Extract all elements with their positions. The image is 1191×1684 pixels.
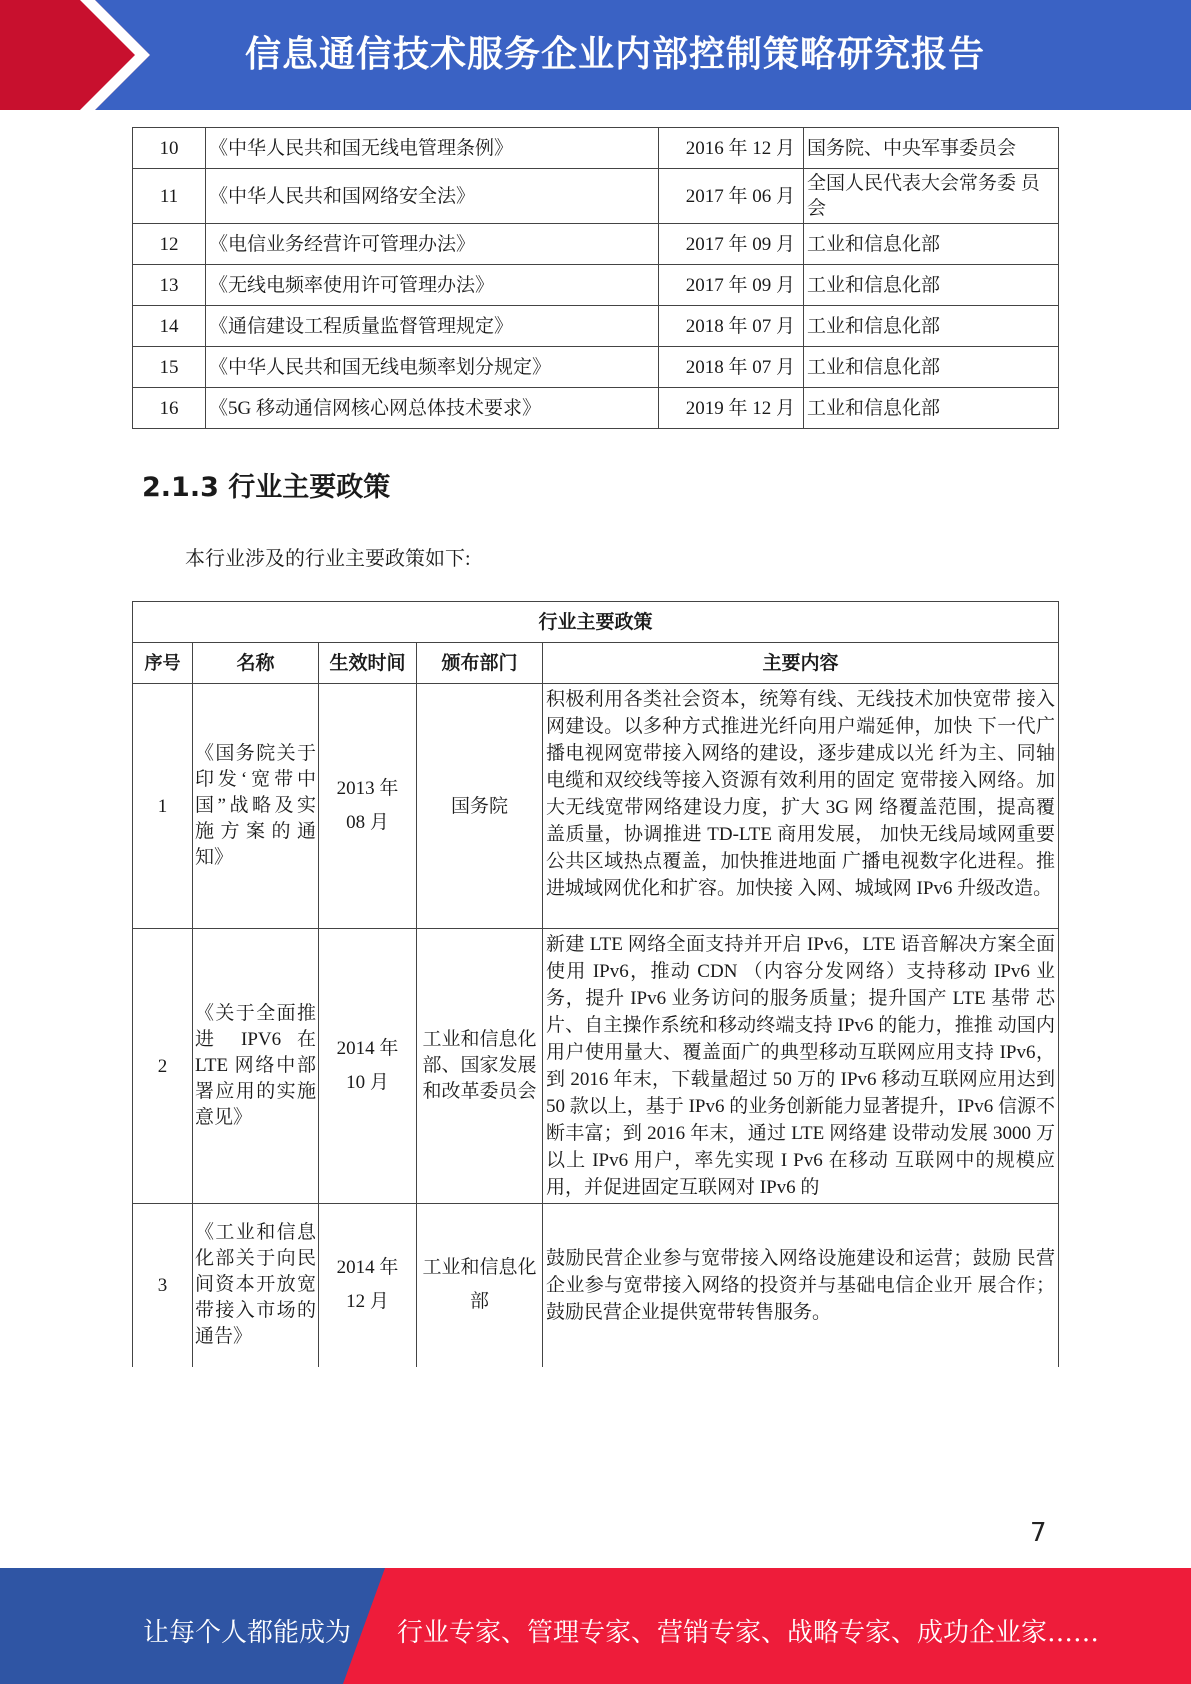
table-row bbox=[133, 684, 1059, 929]
policy-number: 2 bbox=[133, 929, 193, 1204]
policy-number: 1 bbox=[133, 684, 193, 929]
law-date: 2017 年 06 月 bbox=[659, 169, 804, 224]
law-name: 《中华人民共和国无线电频率划分规定》 bbox=[206, 347, 659, 388]
table-row bbox=[133, 224, 1059, 265]
table-caption: 行业主要政策 bbox=[133, 602, 1059, 643]
law-date: 2018 年 07 月 bbox=[659, 306, 804, 347]
row-number: 13 bbox=[133, 265, 206, 306]
law-name: 《5G 移动通信网核心网总体技术要求》 bbox=[206, 388, 659, 429]
law-dept: 工业和信息化部 bbox=[804, 388, 1059, 429]
page-footer bbox=[0, 1568, 1191, 1684]
law-dept: 国务院、中央军事委员会 bbox=[804, 128, 1059, 169]
column-header: 主要内容 bbox=[543, 643, 1059, 684]
policy-date: 2014 年 10 月 bbox=[319, 929, 417, 1204]
policy-dept: 国务院 bbox=[417, 684, 543, 929]
law-date: 2017 年 09 月 bbox=[659, 224, 804, 265]
policy-content: 新建 LTE 网络全面支持并开启 IPv6，LTE 语音解决方案全面使用 IPv6，推动 CDN （内容分发网络）支持移动 IPv6 业务，提升 IPv6 业务访问的服务质量；提升国产 LTE 基带 芯片、自主操作系统和移动终端支持 IPv6 的能力，推推 动国内用户使用量大、覆盖面广的典型移动互联网应用支持 IPv6，到 2016 年末，下载量超过 50 万的 IPv6 移动互联网应用达到 50 款以上，基于 IPv6 的业务创新能力显著提升，IPv6 信源不断丰富；到 2016 年末，通过 LTE 网络建 设带动发展 3000 万以上 IPv6 用户，率先实现 I Pv6 在移动 互联网中的规模应用，并促进固定互联网对 IPv6 的 bbox=[543, 929, 1059, 1204]
policy-date: 2014 年 12 月 bbox=[319, 1204, 417, 1367]
column-header: 生效时间 bbox=[319, 643, 417, 684]
law-date: 2017 年 09 月 bbox=[659, 265, 804, 306]
row-number: 14 bbox=[133, 306, 206, 347]
policy-content: 鼓励民营企业参与宽带接入网络设施建设和运营；鼓励 民营企业参与宽带接入网络的投资并与基础电信企业开 展合作；鼓励民营企业提供宽带转售服务。 bbox=[543, 1204, 1059, 1367]
policy-name: 《国务院关于印发‘宽带中国”战略及实施方案的通知》 bbox=[193, 684, 319, 929]
law-date: 2019 年 12 月 bbox=[659, 388, 804, 429]
law-name: 《电信业务经营许可管理办法》 bbox=[206, 224, 659, 265]
row-number: 16 bbox=[133, 388, 206, 429]
page-number: 7 bbox=[1030, 1518, 1047, 1548]
table-row bbox=[133, 929, 1059, 1204]
law-dept: 全国人民代表大会常务委 员会 bbox=[804, 169, 1059, 224]
table-row bbox=[133, 128, 1059, 169]
footer-slogan-left: 让每个人都能成为 bbox=[143, 1618, 352, 1648]
law-dept: 工业和信息化部 bbox=[804, 265, 1059, 306]
law-name: 《中华人民共和国无线电管理条例》 bbox=[206, 128, 659, 169]
report-title: 信息通信技术服务企业内部控制策略研究报告 bbox=[245, 34, 986, 75]
column-header: 序号 bbox=[133, 643, 193, 684]
law-name: 《通信建设工程质量监督管理规定》 bbox=[206, 306, 659, 347]
law-date: 2016 年 12 月 bbox=[659, 128, 804, 169]
row-number: 15 bbox=[133, 347, 206, 388]
table-row bbox=[133, 1204, 1059, 1367]
policy-name: 《关于全面推进 IPV6 在 LTE 网络中部署应用的实施意见》 bbox=[193, 929, 319, 1204]
policy-number: 3 bbox=[133, 1204, 193, 1367]
column-header: 颁布部门 bbox=[417, 643, 543, 684]
law-name: 《中华人民共和国网络安全法》 bbox=[206, 169, 659, 224]
table-row bbox=[133, 347, 1059, 388]
policy-name: 《工业和信息化部关于向民间资本开放宽带接入市场的 通告》 bbox=[193, 1204, 319, 1367]
table-caption-row bbox=[133, 602, 1059, 643]
section-intro: 本行业涉及的行业主要政策如下: bbox=[185, 548, 471, 570]
law-dept: 工业和信息化部 bbox=[804, 224, 1059, 265]
page-header bbox=[0, 0, 1191, 110]
law-date: 2018 年 07 月 bbox=[659, 347, 804, 388]
policy-table bbox=[132, 601, 1059, 1367]
policy-content: 积极利用各类社会资本，统筹有线、无线技术加快宽带 接入网建设。以多种方式推进光纤向用户端延伸，加快 下一代广播电视网宽带接入网络的建设，逐步建成以光 纤为主、同轴电缆和双绞线等接入资源有效利用的固定 宽带接入网络。加大无线宽带网络建设力度，扩大 3G 网 络覆盖范围，提高覆盖质量，协调推进 TD-LTE 商用发展， 加快无线局域网重要公共区域热点覆盖，加快推进地面 广播电视数字化进程。推进城域网优化和扩容。加快接 入网、城域网 IPv6 升级改造。 bbox=[543, 684, 1059, 929]
section-heading: 2.1.3 行业主要政策 bbox=[142, 472, 391, 503]
law-dept: 工业和信息化部 bbox=[804, 306, 1059, 347]
row-number: 11 bbox=[133, 169, 206, 224]
policy-dept: 工业和信息化部、国家发展和改革委员会 bbox=[417, 929, 543, 1204]
row-number: 12 bbox=[133, 224, 206, 265]
policy-date: 2013 年 08 月 bbox=[319, 684, 417, 929]
table-row bbox=[133, 388, 1059, 429]
law-table bbox=[132, 127, 1059, 429]
table-row bbox=[133, 265, 1059, 306]
law-name: 《无线电频率使用许可管理办法》 bbox=[206, 265, 659, 306]
table-row bbox=[133, 306, 1059, 347]
column-header: 名称 bbox=[193, 643, 319, 684]
row-number: 10 bbox=[133, 128, 206, 169]
policy-dept: 工业和信息化部 bbox=[417, 1204, 543, 1367]
table-header-row bbox=[133, 643, 1059, 684]
table-row bbox=[133, 169, 1059, 224]
footer-slogan-right: 行业专家、管理专家、营销专家、战略专家、成功企业家…… bbox=[397, 1618, 1100, 1648]
law-dept: 工业和信息化部 bbox=[804, 347, 1059, 388]
